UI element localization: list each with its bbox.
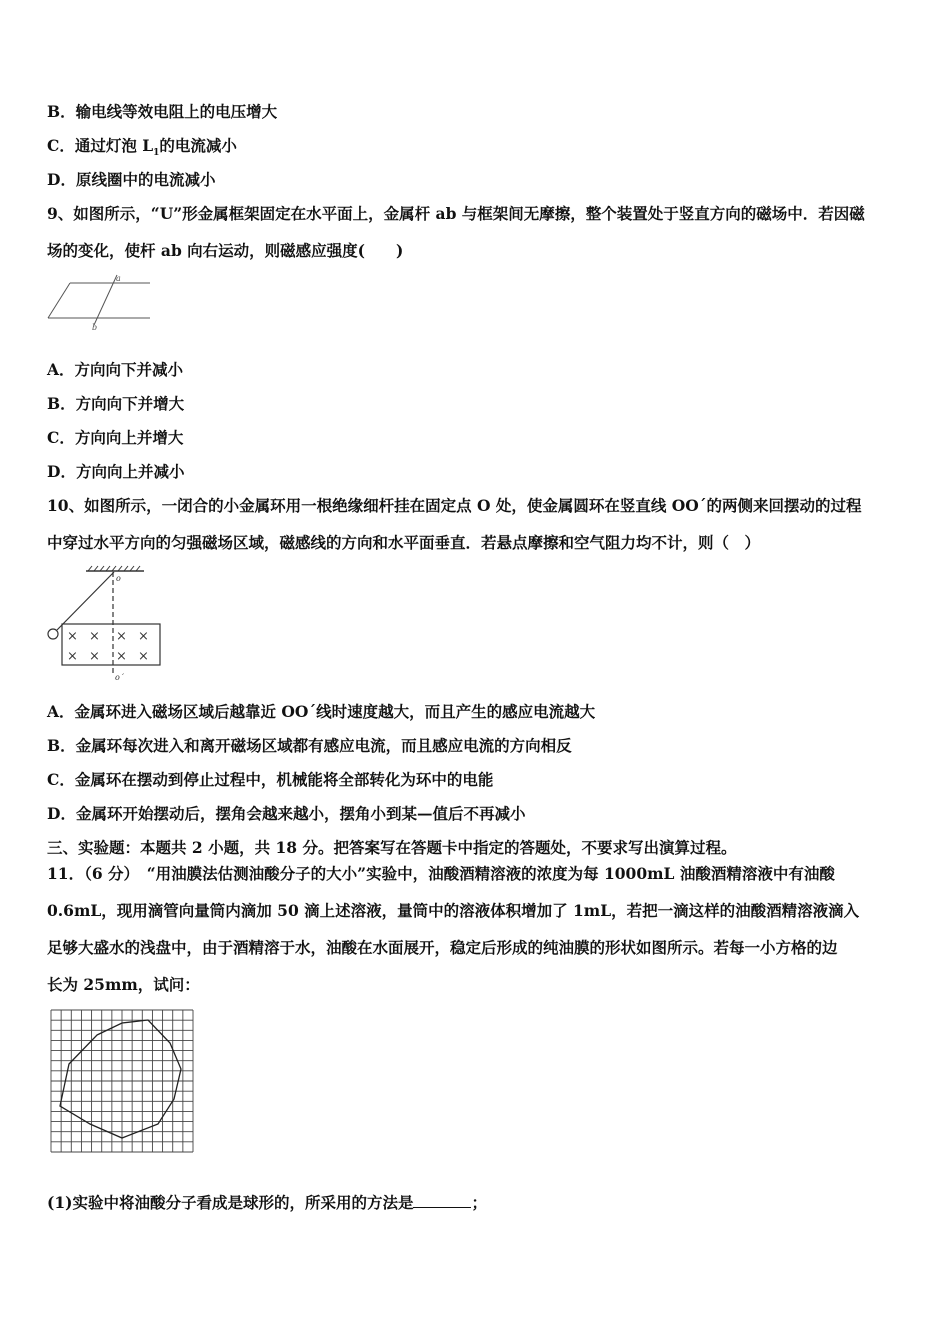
q11-sub1-answer-blank [413, 1193, 471, 1208]
q11-figure-oil-film-grid [50, 1009, 194, 1153]
q9-option-b: B．方向向下并增大 [47, 394, 185, 413]
q10-stem-line1: 10、如图所示，一闭合的小金属环用一根绝缘细杆挂在固定点 O 处，使金属圆环在竖直线 OO´的两侧来回摆动的过程 [47, 496, 862, 515]
q9-option-c: C．方向向上并增大 [47, 428, 184, 447]
q8-option-c-post: 的电流减小 [159, 136, 237, 155]
q10-option-d: D．金属环开始摆动后，摆角会越来越小，摆角小到某—值后不再减小 [47, 804, 526, 823]
q8-option-c [47, 136, 237, 163]
svg-text:×: × [116, 649, 127, 664]
q10-field-crosses [67, 629, 149, 664]
q11-sub1-text: (1)实验中将油酸分子看成是球形的，所采用的方法是 [47, 1193, 414, 1212]
q10-option-c: C．金属环在摆动到停止过程中，机械能将全部转化为环中的电能 [47, 770, 494, 789]
q9-label-a: a [116, 274, 121, 283]
section3-heading: 三、实验题：本题共 2 小题，共 18 分。把答案写在答题卡中指定的答题处，不要求写出演算过程。 [47, 838, 737, 857]
q10-rod [57, 572, 114, 630]
q10-metal-ring [48, 629, 58, 639]
q8-option-c-pre: C．通过灯泡 L [47, 136, 154, 155]
q9-stem-line1: 9、如图所示，“U”形金属框架固定在水平面上，金属杆 ab 与框架间无摩擦，整个装置处于竖直方向的磁场中．若因磁 [47, 204, 865, 223]
q11-stem-line4: 长为 25mm，试问： [47, 975, 200, 994]
svg-text:×: × [67, 649, 78, 664]
q9-frame-end [48, 283, 70, 318]
svg-text:×: × [89, 649, 100, 664]
q10-option-a: A．金属环进入磁场区域后越靠近 OO´线时速度越大，而且产生的感应电流越大 [47, 702, 596, 721]
q8-option-c-sub: 1 [153, 148, 160, 159]
q10-label-o-prime: o´ [115, 673, 124, 682]
svg-text:×: × [138, 629, 149, 644]
q9-option-a: A．方向向下并减小 [47, 360, 184, 379]
q10-option-b: B．金属环每次进入和离开磁场区域都有感应电流，而且感应电流的方向相反 [47, 736, 572, 755]
q11-stem-line2: 0.6mL，现用滴管向量筒内滴加 50 滴上述溶液，量筒中的溶液体积增加了 1mL，若把一滴这样的油酸酒精溶液滴入 [47, 901, 860, 920]
q9-figure-u-frame [44, 273, 154, 331]
q11-sub1-end: ； [471, 1193, 487, 1212]
q10-figure-pendulum [44, 563, 164, 685]
q8-option-d: D．原线圈中的电流减小 [47, 170, 216, 189]
q10-stem-line2: 中穿过水平方向的匀强磁场区域，磁感线的方向和水平面垂直．若悬点摩擦和空气阻力均不计，则（ ） [47, 533, 761, 552]
q11-stem-line3: 足够大盛水的浅盘中，由于酒精溶于水，油酸在水面展开，稳定后形成的纯油膜的形状如图所示。若每一小方格的边 [47, 938, 838, 957]
svg-text:×: × [138, 649, 149, 664]
q9-option-d: D．方向向上并减小 [47, 462, 185, 481]
svg-text:×: × [116, 629, 127, 644]
svg-text:×: × [89, 629, 100, 644]
q11-stem-line1: 11．（6 分） “用油膜法估测油酸分子的大小”实验中，油酸酒精溶液的浓度为每 1000mL 油酸酒精溶液中有油酸 [47, 864, 835, 883]
q10-label-o: o [116, 574, 121, 583]
q11-grid-lines [51, 1010, 193, 1152]
q11-sub-question-1 [47, 1193, 487, 1213]
q9-stem-line2: 场的变化，使杆 ab 向右运动，则磁感应强度( ) [47, 241, 404, 260]
q9-label-b: b [92, 323, 98, 331]
svg-text:×: × [67, 629, 78, 644]
q8-option-b: B．输电线等效电阻上的电压增大 [47, 102, 278, 121]
